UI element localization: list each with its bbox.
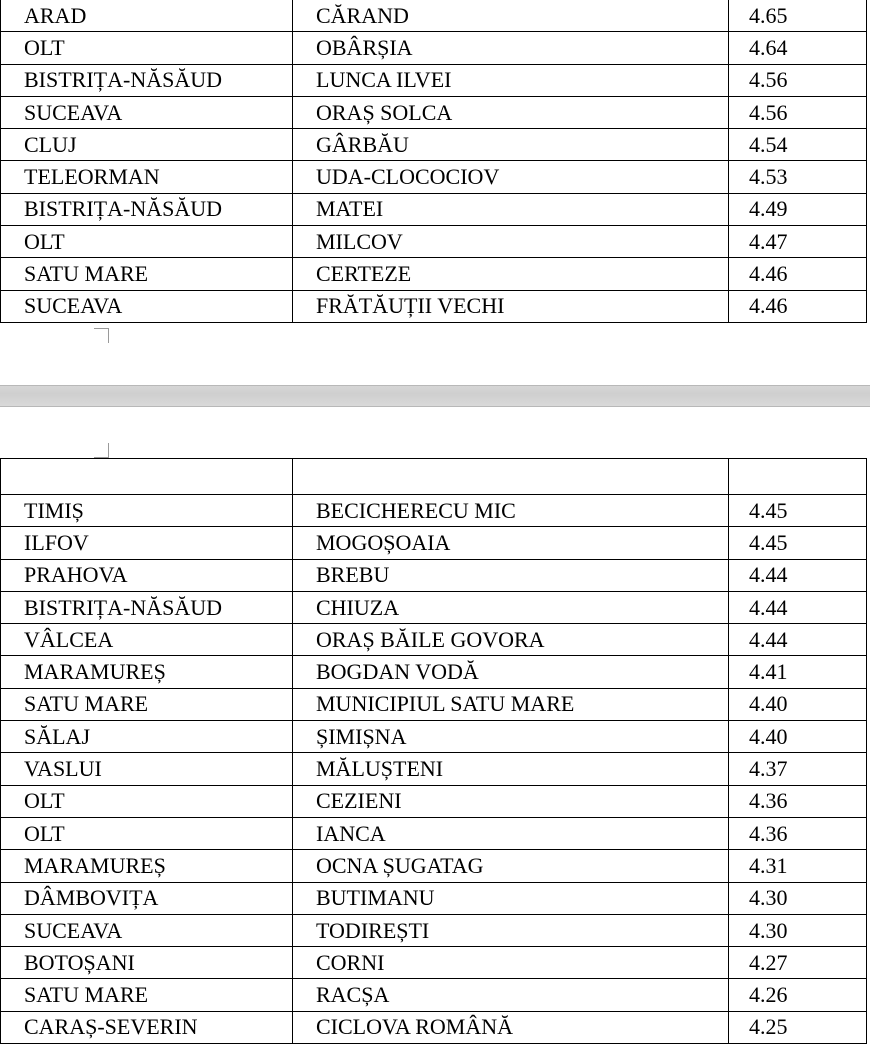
table-row	[1, 161, 867, 193]
score-cell: 4.56	[729, 96, 867, 128]
score-cell: 4.30	[729, 882, 867, 914]
county-cell: ILFOV	[1, 527, 293, 559]
score-cell: 4.40	[729, 721, 867, 753]
locality-cell: FRĂTĂUȚII VECHI	[293, 290, 729, 322]
header-cell	[293, 459, 729, 495]
table-row	[1, 947, 867, 979]
county-cell: SUCEAVA	[1, 914, 293, 946]
locality-cell: OCNA ȘUGATAG	[293, 850, 729, 882]
score-cell: 4.54	[729, 129, 867, 161]
score-cell: 4.65	[729, 0, 867, 32]
county-cell: TIMIȘ	[1, 495, 293, 527]
locality-cell: CEZIENI	[293, 785, 729, 817]
score-cell: 4.44	[729, 624, 867, 656]
table-row	[1, 290, 867, 322]
locality-cell: CERTEZE	[293, 258, 729, 290]
table-row	[1, 850, 867, 882]
table-row	[1, 624, 867, 656]
table-row	[1, 785, 867, 817]
table-row	[1, 193, 867, 225]
score-cell: 4.37	[729, 753, 867, 785]
table-row	[1, 753, 867, 785]
score-cell: 4.25	[729, 1011, 867, 1043]
header-cell	[729, 459, 867, 495]
locality-cell: MATEI	[293, 193, 729, 225]
locality-cell: BREBU	[293, 559, 729, 591]
table-row	[1, 882, 867, 914]
county-cell: SATU MARE	[1, 979, 293, 1011]
locality-cell: TODIREȘTI	[293, 914, 729, 946]
table-row	[1, 129, 867, 161]
locality-cell: RACȘA	[293, 979, 729, 1011]
county-cell: SUCEAVA	[1, 96, 293, 128]
county-cell: MARAMUREȘ	[1, 850, 293, 882]
county-cell: VASLUI	[1, 753, 293, 785]
table-row	[1, 559, 867, 591]
table-row	[1, 64, 867, 96]
locality-cell: BUTIMANU	[293, 882, 729, 914]
score-cell: 4.26	[729, 979, 867, 1011]
document-page-top	[0, 0, 870, 385]
locality-cell: MOGOȘOAIA	[293, 527, 729, 559]
page-corner-mark	[94, 328, 109, 343]
score-cell: 4.45	[729, 527, 867, 559]
county-cell: BISTRIȚA-NĂSĂUD	[1, 193, 293, 225]
table-body	[1, 459, 867, 1044]
score-cell: 4.30	[729, 914, 867, 946]
table-row	[1, 32, 867, 64]
score-cell: 4.36	[729, 785, 867, 817]
locality-cell: MILCOV	[293, 226, 729, 258]
table-row	[1, 721, 867, 753]
table-row	[1, 817, 867, 849]
locality-cell: CHIUZA	[293, 591, 729, 623]
county-cell: OLT	[1, 785, 293, 817]
table-row	[1, 0, 867, 32]
locality-cell: ȘIMIȘNA	[293, 721, 729, 753]
county-cell: OLT	[1, 226, 293, 258]
score-cell: 4.36	[729, 817, 867, 849]
locality-cell: CORNI	[293, 947, 729, 979]
score-cell: 4.64	[729, 32, 867, 64]
county-cell: BOTOȘANI	[1, 947, 293, 979]
locality-cell: CICLOVA ROMÂNĂ	[293, 1011, 729, 1043]
county-cell: SĂLAJ	[1, 721, 293, 753]
table-row	[1, 1011, 867, 1043]
locality-cell: LUNCA ILVEI	[293, 64, 729, 96]
table-row	[1, 258, 867, 290]
county-cell: CLUJ	[1, 129, 293, 161]
county-cell: BISTRIȚA-NĂSĂUD	[1, 591, 293, 623]
county-cell: BISTRIȚA-NĂSĂUD	[1, 64, 293, 96]
locality-cell: OBÂRȘIA	[293, 32, 729, 64]
table-row	[1, 527, 867, 559]
locality-cell: BECICHERECU MIC	[293, 495, 729, 527]
county-cell: DÂMBOVIȚA	[1, 882, 293, 914]
table-row	[1, 591, 867, 623]
locality-cell: MUNICIPIUL SATU MARE	[293, 688, 729, 720]
table-body	[1, 0, 867, 322]
table-row	[1, 495, 867, 527]
score-cell: 4.47	[729, 226, 867, 258]
county-cell: OLT	[1, 32, 293, 64]
document-page-bottom	[0, 407, 870, 1040]
locality-cell: BOGDAN VODĂ	[293, 656, 729, 688]
locality-cell: ORAȘ BĂILE GOVORA	[293, 624, 729, 656]
score-cell: 4.45	[729, 495, 867, 527]
county-cell: PRAHOVA	[1, 559, 293, 591]
locality-table-part-2	[0, 458, 867, 1044]
table-row	[1, 96, 867, 128]
county-cell: SATU MARE	[1, 258, 293, 290]
table-row	[1, 688, 867, 720]
header-cell	[1, 459, 293, 495]
county-cell: CARAȘ-SEVERIN	[1, 1011, 293, 1043]
locality-table-part-1	[0, 0, 867, 323]
locality-cell: UDA-CLOCOCIOV	[293, 161, 729, 193]
table-row	[1, 656, 867, 688]
table-row	[1, 914, 867, 946]
table-row	[1, 979, 867, 1011]
county-cell: SATU MARE	[1, 688, 293, 720]
page-corner-mark	[94, 443, 109, 458]
score-cell: 4.40	[729, 688, 867, 720]
score-cell: 4.44	[729, 591, 867, 623]
table-row	[1, 226, 867, 258]
score-cell: 4.53	[729, 161, 867, 193]
score-cell: 4.27	[729, 947, 867, 979]
score-cell: 4.44	[729, 559, 867, 591]
score-cell: 4.46	[729, 258, 867, 290]
county-cell: OLT	[1, 817, 293, 849]
county-cell: ARAD	[1, 0, 293, 32]
table-header-row	[1, 459, 867, 495]
locality-cell: ORAȘ SOLCA	[293, 96, 729, 128]
score-cell: 4.46	[729, 290, 867, 322]
locality-cell: CĂRAND	[293, 0, 729, 32]
locality-cell: IANCA	[293, 817, 729, 849]
locality-cell: GÂRBĂU	[293, 129, 729, 161]
page-break-gap	[0, 385, 870, 407]
score-cell: 4.56	[729, 64, 867, 96]
county-cell: VÂLCEA	[1, 624, 293, 656]
score-cell: 4.41	[729, 656, 867, 688]
county-cell: TELEORMAN	[1, 161, 293, 193]
county-cell: SUCEAVA	[1, 290, 293, 322]
county-cell: MARAMUREȘ	[1, 656, 293, 688]
locality-cell: MĂLUȘTENI	[293, 753, 729, 785]
score-cell: 4.31	[729, 850, 867, 882]
score-cell: 4.49	[729, 193, 867, 225]
